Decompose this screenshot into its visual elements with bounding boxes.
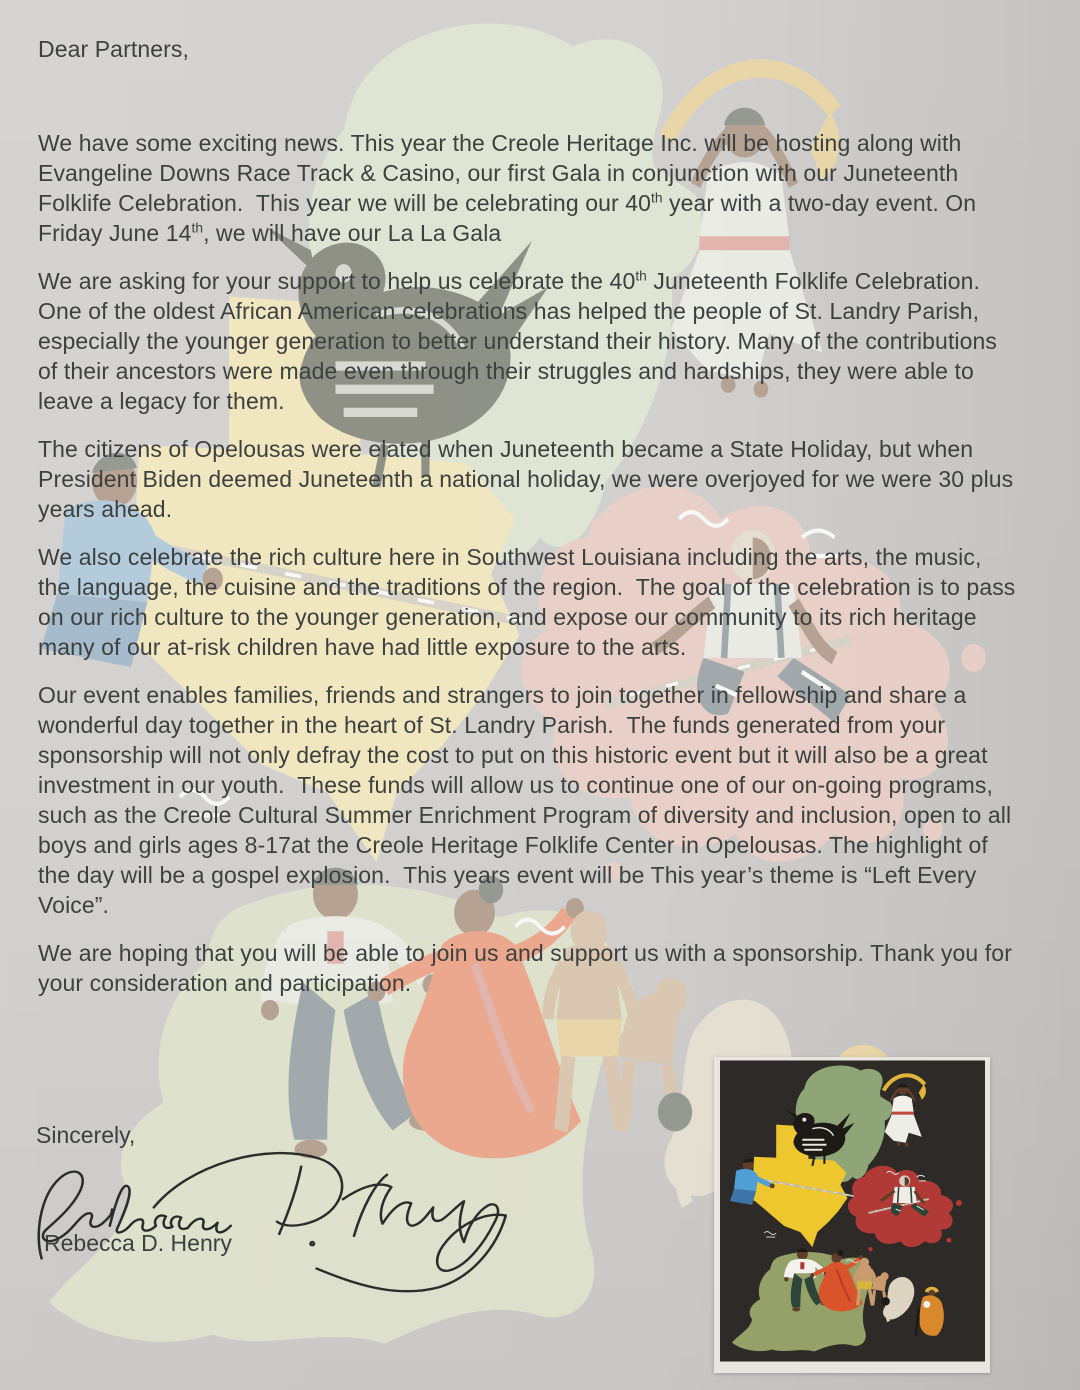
letter-paragraph: We also celebrate the rich culture here in Southwest Louisiana including the arts, the music, the language, the cuisine and the traditions of the region. The goal of the celebration is to pass on our rich culture to the younger generation, and expose our community to its rich heritage many of our at-risk children have had little exposure to the arts. [38,544,1022,660]
letter-paragraphs [38,128,1022,998]
letter-paragraph: We are hoping that you will be able to join us and support us with a sponsorship. Thank you for your consideration and participation. [38,940,1019,996]
typed-name: Rebecca D. Henry [44,1230,232,1256]
letter-paragraph: The citizens of Opelousas were elated when Juneteenth became a State Holiday, but when President Biden deemed Juneteenth a national holiday, we were overjoyed for we were 30 plus years ahead. [38,436,1020,522]
letter-paragraph: We have some exciting news. This year the Creole Heritage Inc. will be hosting along with Evangeline Downs Race Track & Casino, our first Gala in conjunction with our Juneteenth Folklife Celebration. This year we will be celebrating our 40th year with a two-day event. On Friday June 14th, we will have our La La Gala [38,130,983,246]
folk-painting [720,1060,985,1362]
salutation: Dear Partners, [38,36,189,62]
letter-paragraph: We are asking for your support to help us celebrate the 40th Juneteenth Folklife Celebration. One of the oldest African American celebrations has helped the people of St. Landry Parish, especially the younger generation to better understand their history. Many of the contributions of their ancestors were made even through their struggles and hardships, they were able to leave a legacy for them. [38,268,1004,414]
letter-paragraph: Our event enables families, friends and strangers to join together in fellowship and share a wonderful day together in the heart of St. Landry Parish. The funds generated from your sponsorship will not only defray the cost to put on this historic event but it will also be a great investment in our youth. These funds will allow us to continue one of our on-going programs, such as the Creole Cultural Summer Enrichment Program of diversity and inclusion, open to all boys and girls ages 8-17at the Creole Heritage Folklife Center in Opelousas. The highlight of the day will be a gospel explosion. This years event will be This year’s theme is “Left Every Voice”. [38,682,1018,918]
signature-script [16,1134,556,1304]
closing: Sincerely, [36,1122,136,1148]
artwork-photo [714,1057,990,1373]
letter-body [38,34,1022,1016]
